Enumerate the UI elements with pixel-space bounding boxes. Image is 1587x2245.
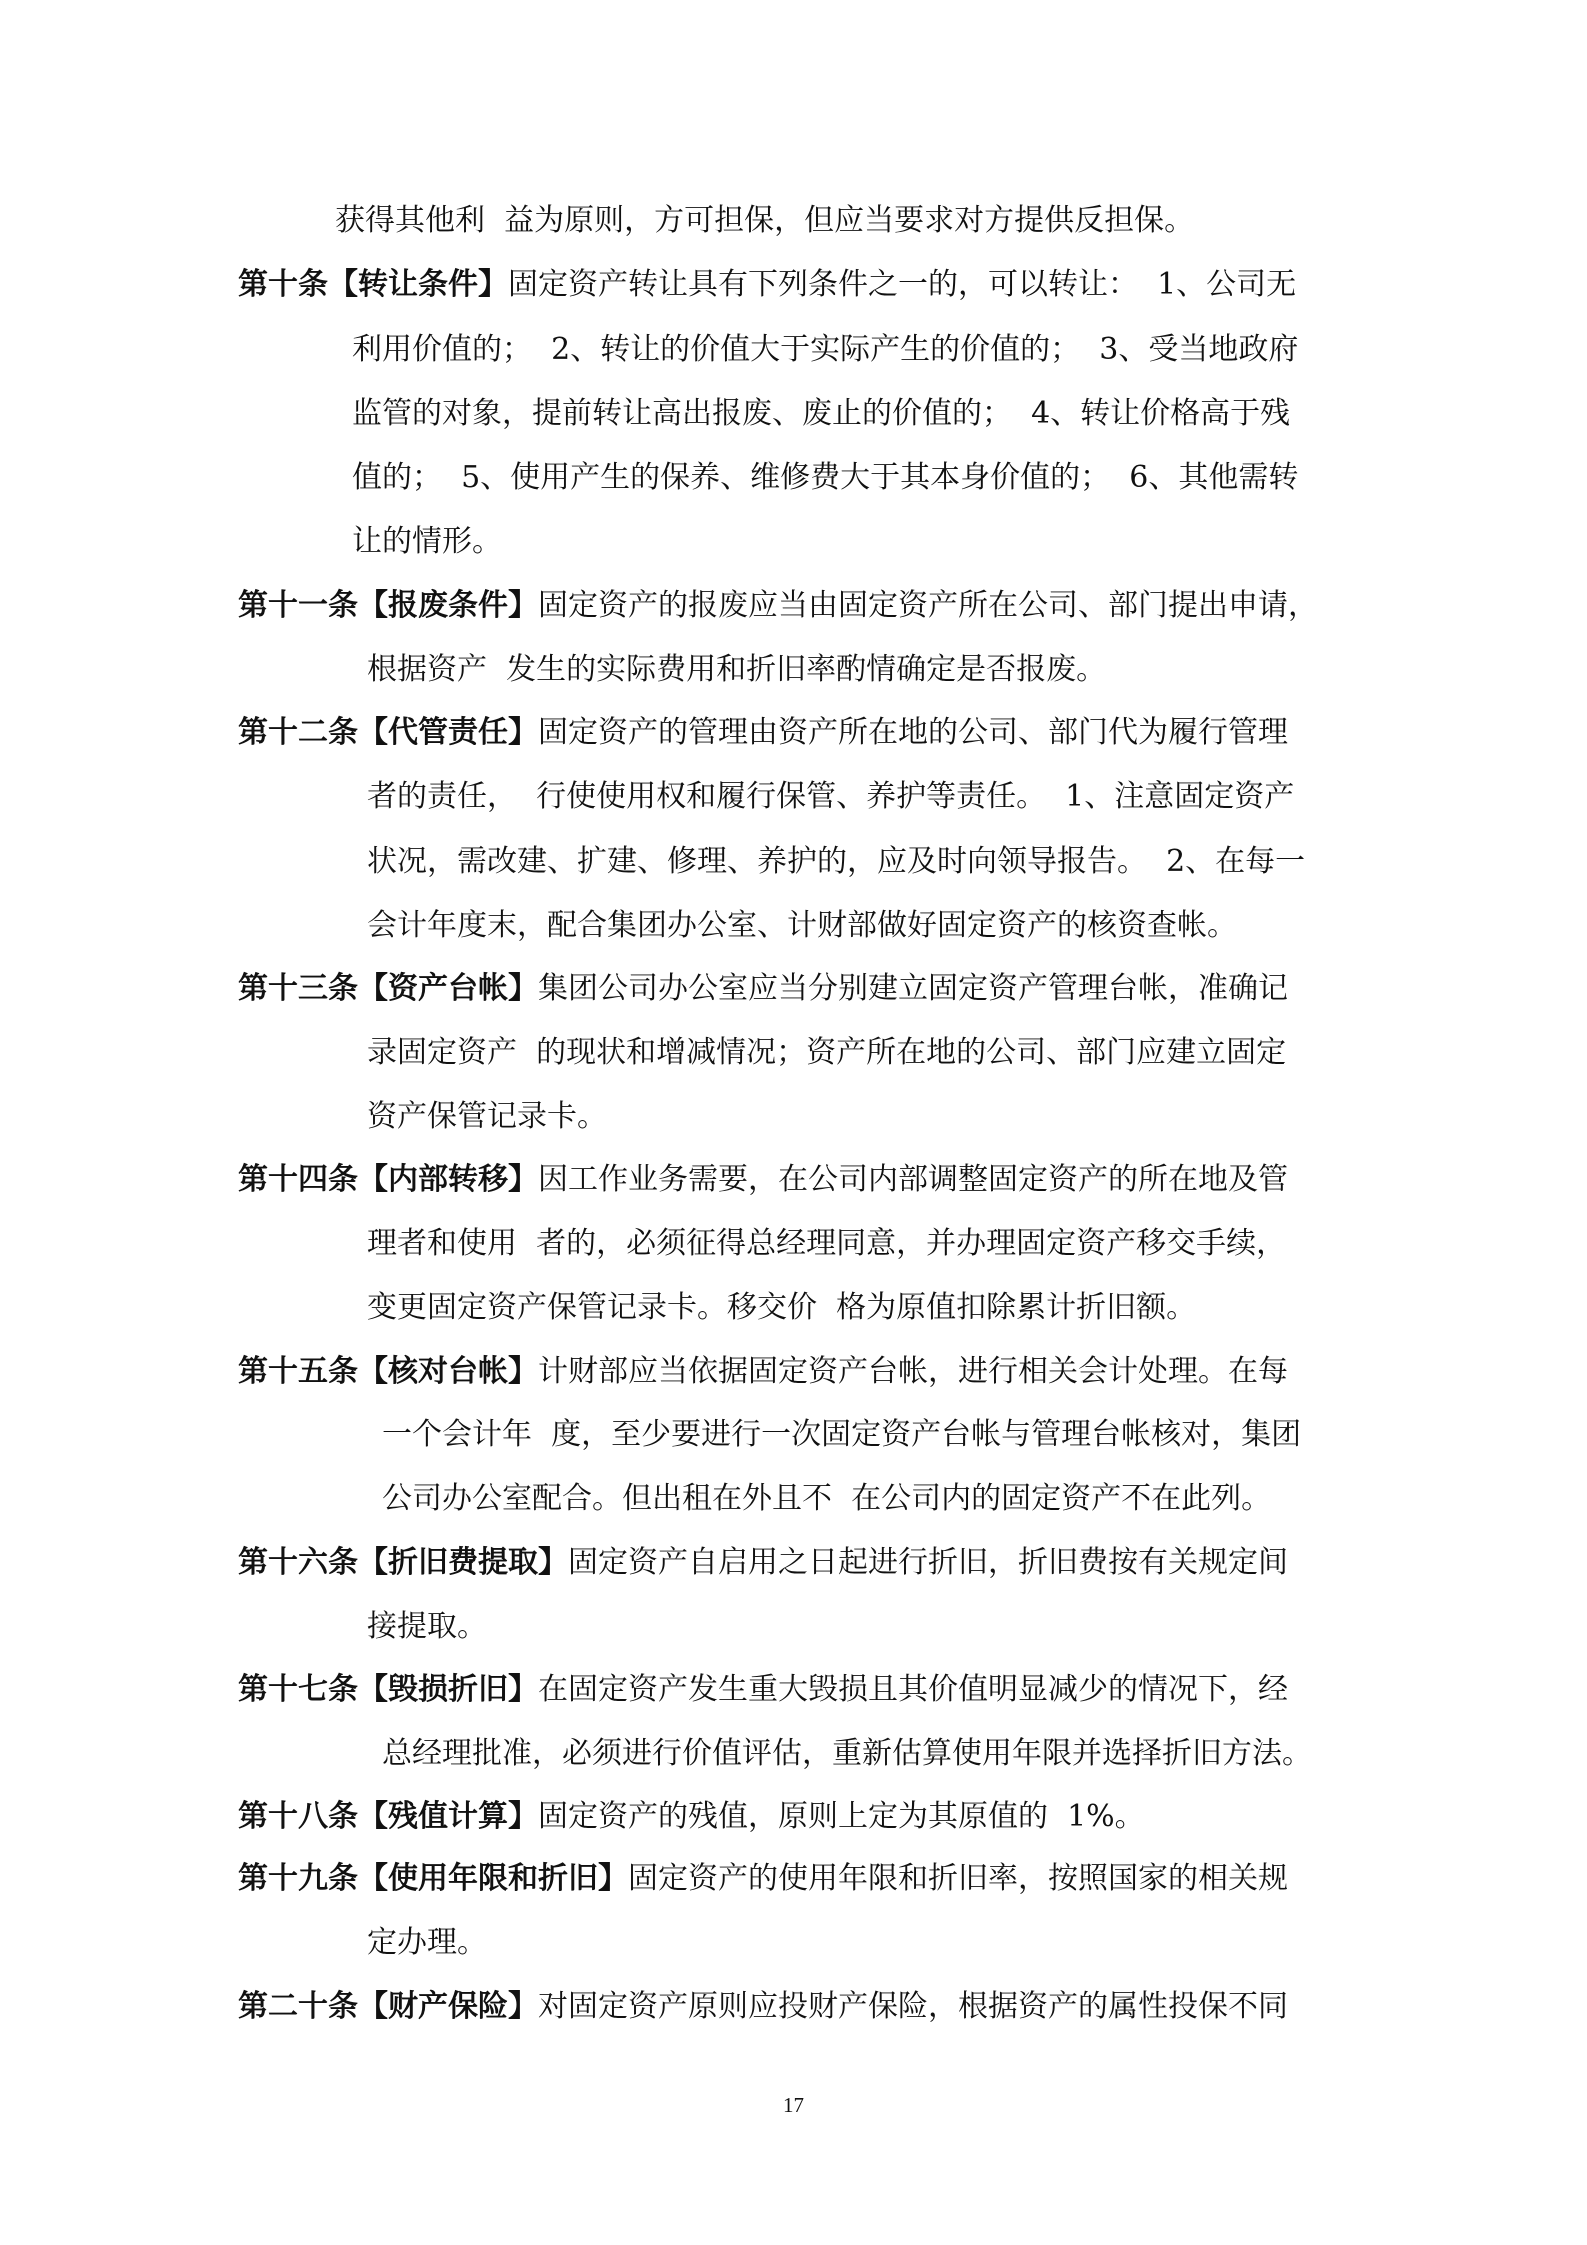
article-title: 【资产台帐】 bbox=[358, 971, 538, 1006]
article-text: 监管的对象，提前转让高出报废、废止的价值的； 4、转让价格高于残 bbox=[352, 396, 1291, 431]
article-heading-line bbox=[238, 1350, 1288, 1394]
article-text: 定办理。 bbox=[367, 1925, 487, 1960]
article-title: 【残值计算】 bbox=[358, 1799, 538, 1834]
article-title: 【使用年限和折旧】 bbox=[358, 1861, 628, 1896]
article-text: 固定资产的报废应当由固定资产所在公司、部门提出申请， bbox=[538, 588, 1318, 623]
article-text: 在固定资产发生重大毁损且其价值明显减少的情况下，经 bbox=[538, 1672, 1288, 1707]
article-heading-line bbox=[238, 584, 1318, 628]
article-heading-line bbox=[238, 1795, 1145, 1839]
article-title: 【毁损折旧】 bbox=[358, 1672, 538, 1707]
article-text: 接提取。 bbox=[367, 1609, 487, 1644]
article-text: 对固定资产原则应投财产保险，根据资产的属性投保不同 bbox=[538, 1989, 1288, 2024]
article-text: 一个会计年 度，至少要进行一次固定资产台帐与管理台帐核对，集团 bbox=[382, 1417, 1302, 1452]
article-text: 计财部应当依据固定资产台帐，进行相关会计处理。在每 bbox=[538, 1354, 1288, 1389]
article-text: 利用价值的； 2、转让的价值大于实际产生的价值的； 3、受当地政府 bbox=[352, 332, 1299, 367]
article-number: 第十八条 bbox=[238, 1799, 358, 1834]
article-text: 因工作业务需要，在公司内部调整固定资产的所在地及管 bbox=[538, 1162, 1288, 1197]
article-heading-line bbox=[238, 1985, 1288, 2029]
article-heading-line bbox=[238, 711, 1288, 755]
article-heading-line bbox=[238, 1668, 1288, 1712]
article-heading-line bbox=[238, 1857, 1288, 1901]
article-text: 会计年度末，配合集团办公室、计财部做好固定资产的核资查帐。 bbox=[367, 908, 1237, 943]
article-heading-line bbox=[238, 1541, 1288, 1585]
article-title: 【财产保险】 bbox=[358, 1989, 538, 2024]
article-text: 总经理批准，必须进行价值评估，重新估算使用年限并选择折旧方法。 bbox=[382, 1736, 1312, 1771]
article-heading-line bbox=[238, 967, 1288, 1011]
article-text: 让的情形。 bbox=[352, 524, 502, 559]
article-text: 固定资产自启用之日起进行折旧，折旧费按有关规定间 bbox=[568, 1545, 1288, 1580]
article-text: 根据资产 发生的实际费用和折旧率酌情确定是否报废。 bbox=[367, 652, 1107, 687]
article-title: 【核对台帐】 bbox=[358, 1354, 538, 1389]
article-text: 固定资产转让具有下列条件之一的，可以转让： 1、公司无 bbox=[508, 267, 1297, 302]
article-text: 录固定资产 的现状和增减情况；资产所在地的公司、部门应建立固定 bbox=[367, 1035, 1287, 1070]
article-number: 第十一条 bbox=[238, 588, 358, 623]
article-text: 公司办公室配合。但出租在外且不 在公司内的固定资产不在此列。 bbox=[382, 1481, 1272, 1516]
article-title: 【内部转移】 bbox=[358, 1162, 538, 1197]
article-text: 者的责任， 行使使用权和履行保管、养护等责任。 1、注意固定资产 bbox=[367, 779, 1295, 814]
article-number: 第十六条 bbox=[238, 1545, 358, 1580]
article-heading-line bbox=[238, 263, 1296, 307]
article-title: 【转让条件】 bbox=[328, 267, 508, 302]
article-number: 第十二条 bbox=[238, 715, 358, 750]
article-title: 【折旧费提取】 bbox=[358, 1545, 568, 1580]
article-number: 第十五条 bbox=[238, 1354, 358, 1389]
article-number: 第十七条 bbox=[238, 1672, 358, 1707]
article-text: 集团公司办公室应当分别建立固定资产管理台帐，准确记 bbox=[538, 971, 1288, 1006]
article-text: 固定资产的使用年限和折旧率，按照国家的相关规 bbox=[628, 1861, 1288, 1896]
article-text: 值的； 5、使用产生的保养、维修费大于其本身价值的； 6、其他需转 bbox=[352, 460, 1299, 495]
article-text: 固定资产的管理由资产所在地的公司、部门代为履行管理 bbox=[538, 715, 1288, 750]
article-title: 【代管责任】 bbox=[358, 715, 538, 750]
article-text: 固定资产的残值，原则上定为其原值的 1%。 bbox=[538, 1799, 1145, 1834]
article-text: 理者和使用 者的，必须征得总经理同意，并办理固定资产移交手续， bbox=[367, 1226, 1287, 1261]
article-text: 状况，需改建、扩建、修理、养护的，应及时向领导报告。 2、在每一 bbox=[367, 844, 1306, 879]
article-number: 第二十条 bbox=[238, 1989, 358, 2024]
article-title: 【报废条件】 bbox=[358, 588, 538, 623]
article-number: 第十条 bbox=[238, 267, 328, 302]
article-number: 第十九条 bbox=[238, 1861, 358, 1896]
continuation-line: 获得其他利 益为原则，方可担保，但应当要求对方提供反担保。 bbox=[335, 203, 1195, 238]
article-text: 资产保管记录卡。 bbox=[367, 1099, 607, 1134]
article-heading-line bbox=[238, 1158, 1288, 1202]
article-text: 变更固定资产保管记录卡。移交价 格为原值扣除累计折旧额。 bbox=[367, 1290, 1197, 1325]
article-number: 第十四条 bbox=[238, 1162, 358, 1197]
page-number: 17 bbox=[783, 2093, 804, 2117]
article-number: 第十三条 bbox=[238, 971, 358, 1006]
